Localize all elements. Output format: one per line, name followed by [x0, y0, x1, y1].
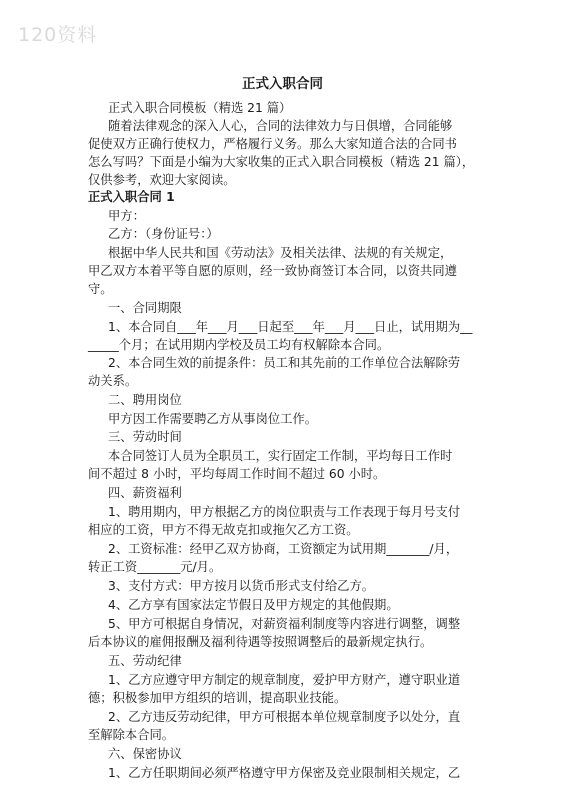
document-subtitle: 正式入职合同模板（精选 21 篇） — [108, 101, 292, 115]
clause-line: 3、支付方式：甲方按月以货币形式支付给乙方。 — [108, 579, 375, 593]
preamble-line: 甲乙双方本着平等自愿的原则，经一致协商签订本合同，以资共同遵 — [88, 264, 457, 278]
clause-heading: 四、薪资福利 — [108, 486, 182, 500]
clause-line: 1、乙方任职期间必须严格遵守甲方保密及竞业限制相关规定，乙 — [108, 766, 461, 780]
watermark: 120资料 — [18, 24, 98, 46]
clause-line: 1、本合同自___年___月___日起至___年___月___日止，试用期为__ — [108, 320, 473, 334]
clause-line: 本合同签订人员为全职员工，实行固定工作制，平均每日工作时 — [108, 449, 453, 463]
clause-heading: 六、保密协议 — [108, 747, 182, 761]
document-title: 正式入职合同 — [242, 76, 323, 92]
clause-line: 2、本合同生效的前提条件：员工和其先前的工作单位合法解除劳 — [108, 356, 461, 370]
clause-line: 甲方因工作需要聘乙方从事岗位工作。 — [108, 412, 318, 426]
clause-line: 2、乙方违反劳动纪律，甲方可根据本单位规章制度予以处分，直 — [108, 710, 461, 724]
clause-line: 间不超过 8 小时，平均每周工作时间不超过 60 小时。 — [88, 467, 386, 481]
clause-line: 1、聘用期内，甲方根据乙方的岗位职责与工作表现于每月号支付 — [108, 505, 461, 519]
clause-line: 1、乙方应遵守甲方制定的规章制度，爱护甲方财产，遵守职业道 — [108, 673, 461, 687]
section-heading: 正式入职合同 1 — [88, 190, 175, 204]
clause-line: 转正工资_______元/月。 — [88, 560, 222, 574]
party-a-line: 甲方： — [108, 209, 145, 223]
clause-line: 至解除本合同。 — [88, 728, 175, 742]
clause-heading: 三、劳动时间 — [108, 430, 182, 444]
intro-line: 随着法律观念的深入人心，合同的法律效力与日俱增，合同能够 — [108, 119, 453, 133]
clause-heading: 二、聘用岗位 — [108, 393, 182, 407]
intro-line: 仅供参考，欢迎大家阅读。 — [88, 173, 236, 187]
clause-line: 4、乙方享有国家法定节假日及甲方规定的其他假期。 — [108, 598, 399, 612]
clause-heading: 一、合同期限 — [108, 301, 182, 315]
party-b-line: 乙方：（身份证号：） — [108, 227, 219, 241]
intro-line: 促使双方正确行使权力，严格履行义务。那么大家知道合法的合同书 — [88, 137, 457, 151]
preamble-line: 守。 — [88, 282, 113, 296]
clause-line: 5、甲方可根据自身情况，对薪资福利制度等内容进行调整，调整 — [108, 617, 461, 631]
clause-line: 动关系。 — [88, 374, 138, 388]
clause-line: 2、工资标准：经甲乙双方协商，工资额定为试用期_______/月， — [108, 542, 459, 556]
clause-line: 相应的工资，甲方不得无故克扣或拖欠乙方工资。 — [88, 523, 359, 537]
preamble-line: 根据中华人民共和国《劳动法》及相关法律、法规的有关规定， — [108, 246, 453, 260]
intro-line: 怎么写吗？下面是小编为大家收集的正式入职合同模板（精选 21 篇）， — [88, 155, 475, 169]
clause-heading: 五、劳动纪律 — [108, 654, 182, 668]
clause-line: _____个月；在试用期内学校及员工均有权解除本合同。 — [88, 338, 390, 352]
clause-line: 后本协议的雇佣报酬及福利待遇等按照调整后的最新规定执行。 — [88, 635, 433, 649]
clause-line: 德；积极参加甲方组织的培训，提高职业技能。 — [88, 691, 347, 705]
